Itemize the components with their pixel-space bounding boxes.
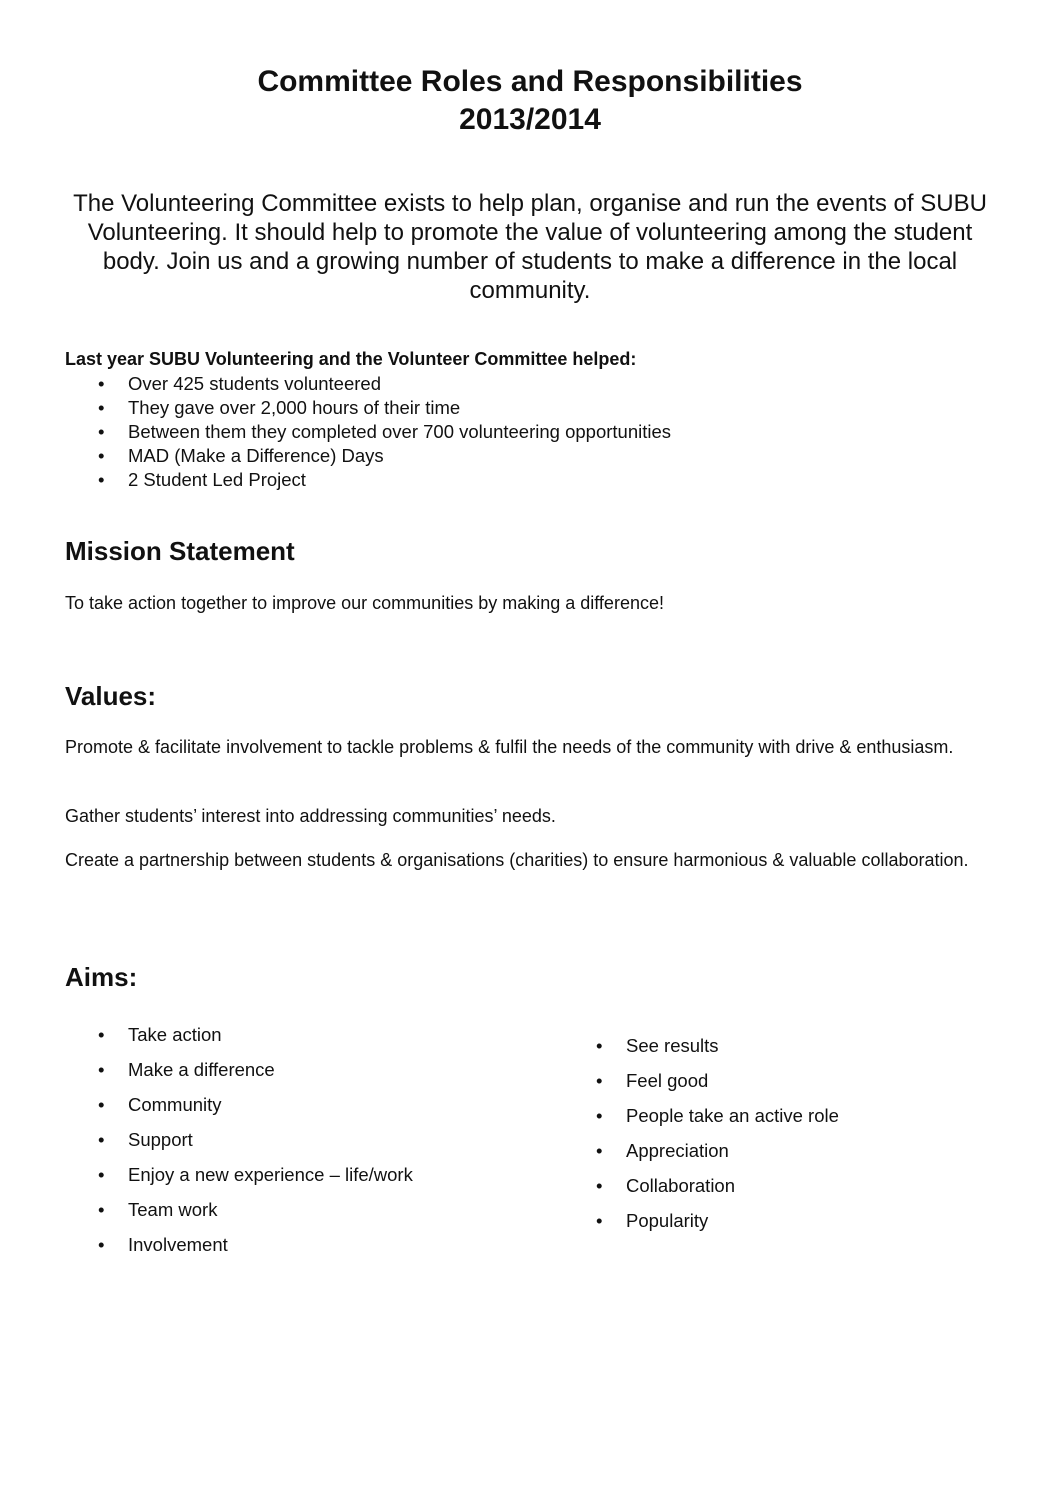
list-item-text: MAD (Make a Difference) Days <box>128 445 384 466</box>
list-item-text: Enjoy a new experience – life/work <box>128 1164 413 1185</box>
list-item-text: Over 425 students volunteered <box>128 373 381 394</box>
values-heading: Values: <box>65 681 157 711</box>
last-year-heading: Last year SUBU Volunteering and the Volunteer Committee helped: <box>65 349 637 369</box>
list-item-text: Support <box>128 1129 193 1150</box>
document-year: 2013/2014 <box>459 103 601 136</box>
list-item-text: People take an active role <box>626 1105 839 1126</box>
list-item: • Popularity <box>596 1210 709 1231</box>
list-item: • People take an active role <box>596 1105 839 1126</box>
list-item: • Appreciation <box>596 1140 729 1161</box>
list-item-text: See results <box>626 1035 719 1056</box>
list-item: • Community <box>98 1094 222 1115</box>
list-item: • Feel good <box>596 1070 709 1091</box>
values-paragraph: Gather students’ interest into addressing communities’ needs. <box>65 806 556 826</box>
list-item: • They gave over 2,000 hours of their time <box>98 397 461 418</box>
list-item: • Support <box>98 1129 193 1150</box>
aims-left-list <box>65 1017 413 1262</box>
last-year-list <box>65 372 671 492</box>
list-item: • Enjoy a new experience – life/work <box>98 1164 413 1185</box>
values-paragraph: Create a partnership between students & organisations (charities) to ensure harmonious & valuable collaboration. <box>65 850 969 870</box>
list-item: • 2 Student Led Project <box>98 469 306 490</box>
list-item: • Take action <box>98 1024 222 1045</box>
intro-paragraph: The Volunteering Committee exists to help plan, organise and run the events of SUBU Volunteering. It should help to promote the value of volunteering among the student body. Join us and a growing number of students to make a difference in the local community. <box>73 190 987 304</box>
list-item: • Team work <box>98 1199 218 1220</box>
aims-right-list <box>563 1028 839 1238</box>
list-item: • Between them they completed over 700 volunteering opportunities <box>98 421 672 442</box>
list-item-text: They gave over 2,000 hours of their time <box>128 397 461 418</box>
list-item-text: Make a difference <box>128 1059 275 1080</box>
list-item-text: Community <box>128 1094 222 1115</box>
list-item: • Over 425 students volunteered <box>98 373 381 394</box>
list-item-text: Collaboration <box>626 1175 736 1196</box>
values-paragraph: Promote & facilitate involvement to tackle problems & fulfil the needs of the community with drive & enthusiasm. <box>65 737 954 757</box>
document-title: Committee Roles and Responsibilities <box>257 65 803 98</box>
list-item: • MAD (Make a Difference) Days <box>98 445 384 466</box>
list-item-text: Take action <box>128 1024 222 1045</box>
list-item-text: Team work <box>128 1199 218 1220</box>
list-item-text: Feel good <box>626 1070 709 1091</box>
list-item: • Make a difference <box>98 1059 275 1080</box>
list-item: • See results <box>596 1035 719 1056</box>
list-item-text: 2 Student Led Project <box>128 469 306 490</box>
list-item-text: Appreciation <box>626 1140 729 1161</box>
list-item-text: Between them they completed over 700 volunteering opportunities <box>128 421 672 442</box>
aims-heading: Aims: <box>65 962 138 992</box>
list-item-text: Popularity <box>626 1210 709 1231</box>
list-item-text: Involvement <box>128 1234 228 1255</box>
list-item: • Collaboration <box>596 1175 736 1196</box>
mission-text: To take action together to improve our communities by making a difference! <box>65 593 664 613</box>
mission-heading: Mission Statement <box>65 536 295 566</box>
list-item: • Involvement <box>98 1234 228 1255</box>
